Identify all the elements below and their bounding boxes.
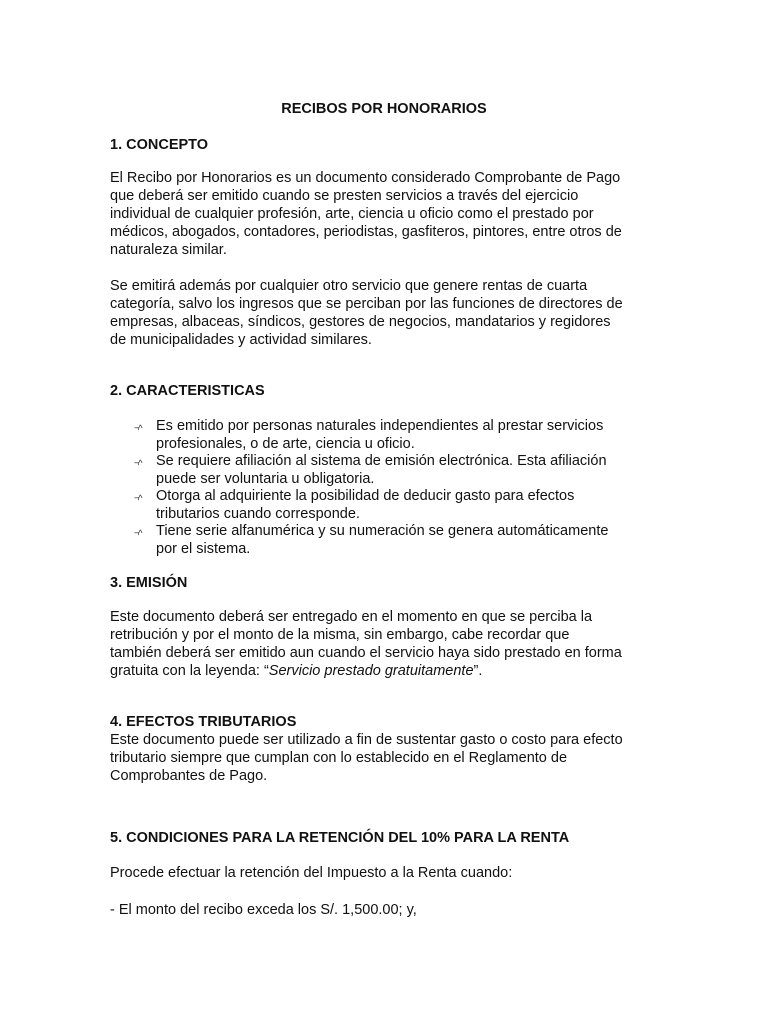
text-line: médicos, abogados, contadores, periodistas, gasfiteros, pintores, entre otros de xyxy=(110,224,622,240)
text-line: tributario siempre que cumplan con lo establecido en el Reglamento de xyxy=(110,750,568,766)
text-line: de municipalidades y actividad similares. xyxy=(110,332,372,348)
text-line: naturaleza similar. xyxy=(110,242,227,258)
condiciones-intro xyxy=(110,864,670,882)
text-line: por el sistema. xyxy=(156,540,251,557)
text-line: Este documento deberá ser entregado en el momento en que se perciba la xyxy=(110,609,593,625)
bullet-icon: ¬^ xyxy=(134,528,142,538)
text-line: profesionales, o de arte, ciencia u oficio. xyxy=(156,435,415,452)
text-line: Comprobantes de Pago. xyxy=(110,768,268,784)
emision-paragraph xyxy=(110,608,670,680)
list-item xyxy=(110,418,670,453)
caracteristicas-list xyxy=(110,418,670,558)
concepto-paragraph-2 xyxy=(110,277,670,349)
bullet-icon: ¬^ xyxy=(134,423,142,433)
heading-caracteristicas: 2. CARACTERISTICAS xyxy=(110,383,265,399)
text-line: categoría, salvo los ingresos que se perciban por las funciones de directores de xyxy=(110,296,623,312)
text-segment: ”. xyxy=(473,663,483,679)
text-line: Tiene serie alfanumérica y su numeración se genera automáticamente xyxy=(156,523,609,539)
text-line xyxy=(110,662,670,680)
document-title: RECIBOS POR HONORARIOS xyxy=(281,101,487,117)
text-segment: gratuita con la leyenda: “ xyxy=(110,663,269,679)
text-line: - El monto del recibo exceda los S/. 1,500.00; y, xyxy=(110,902,417,918)
list-item xyxy=(110,488,670,523)
text-line: Es emitido por personas naturales independientes al prestar servicios xyxy=(156,418,604,434)
text-line: tributarios cuando corresponde. xyxy=(156,505,360,522)
list-item xyxy=(110,453,670,488)
heading-efectos-tributarios: 4. EFECTOS TRIBUTARIOS xyxy=(110,714,297,730)
text-line: que deberá ser emitido cuando se presten servicios a través del ejercicio xyxy=(110,188,579,204)
bullet-icon: ¬^ xyxy=(134,493,142,503)
bullet-icon: ¬^ xyxy=(134,458,142,468)
heading-condiciones: 5. CONDICIONES PARA LA RETENCIÓN DEL 10% PARA LA RENTA xyxy=(110,830,570,846)
text-line: individual de cualquier profesión, arte, ciencia u oficio como el prestado por xyxy=(110,206,594,222)
text-line: también deberá ser emitido aun cuando el servicio haya sido prestado en forma xyxy=(110,645,622,661)
text-line: El Recibo por Honorarios es un documento considerado Comprobante de Pago xyxy=(110,170,621,186)
text-line: Se emitirá además por cualquier otro servicio que genere rentas de cuarta xyxy=(110,278,588,294)
condiciones-item xyxy=(110,901,670,919)
text-line: Se requiere afiliación al sistema de emisión electrónica. Esta afiliación xyxy=(156,453,607,469)
legend-quote: Servicio prestado gratuitamente xyxy=(268,663,474,679)
text-line: Este documento puede ser utilizado a fin de sustentar gasto o costo para efecto xyxy=(110,732,623,748)
text-line: puede ser voluntaria u obligatoria. xyxy=(156,470,375,487)
text-line: retribución y por el monto de la misma, sin embargo, cabe recordar que xyxy=(110,627,570,643)
text-line: empresas, albaceas, síndicos, gestores de negocios, mandatarios y regidores xyxy=(110,314,611,330)
efectos-paragraph xyxy=(110,731,670,785)
heading-concepto: 1. CONCEPTO xyxy=(110,137,209,153)
text-line: Otorga al adquiriente la posibilidad de deducir gasto para efectos xyxy=(156,488,575,504)
heading-emision: 3. EMISIÓN xyxy=(110,575,188,591)
concepto-paragraph-1 xyxy=(110,169,670,259)
list-item xyxy=(110,523,670,558)
text-line: Procede efectuar la retención del Impuesto a la Renta cuando: xyxy=(110,865,513,881)
